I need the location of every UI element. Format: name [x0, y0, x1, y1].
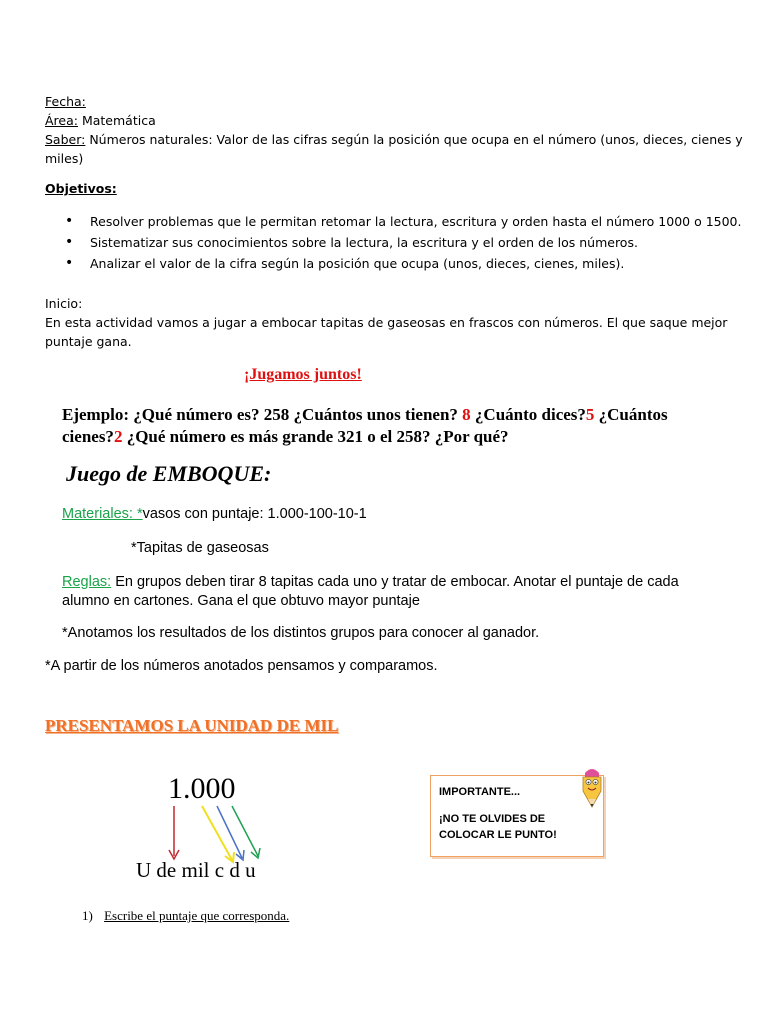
reglas-block	[62, 573, 679, 611]
reglas-line-1	[62, 573, 679, 592]
ejemplo-block	[62, 404, 742, 448]
ejemplo-label: Ejemplo	[62, 405, 124, 424]
inicio-line-1: En esta actividad vamos a jugar a embocar tapitas de gaseosas en frascos con números. El que saque mejor	[45, 315, 728, 330]
header-block	[45, 92, 743, 168]
materiales-value: vasos con puntaje: 1.000-100-10-1	[142, 506, 367, 522]
label-unidades: u	[245, 858, 256, 882]
ejercicio-line	[82, 908, 289, 924]
label-centenas: c	[214, 858, 225, 882]
ejemplo-text: ¿Cuánto dices?	[470, 405, 586, 424]
objetivo-item: • Sistematizar sus conocimientos sobre la lectura, la escritura y el orden de los números.	[45, 232, 741, 253]
presentamos-title: PRESENTAMOS LA UNIDAD DE MIL	[45, 716, 339, 735]
inicio-line-2: puntaje gana.	[45, 334, 132, 349]
fecha-line	[45, 92, 743, 111]
pencil-mascot-icon	[575, 763, 609, 809]
reglas-line-2: alumno en cartones. Gana el que obtuvo mayor puntaje	[62, 593, 420, 609]
reglas-label: Reglas:	[62, 574, 112, 590]
ejemplo-text: cienes?	[62, 427, 114, 446]
materiales-item-2: *Tapitas de gaseosas	[131, 540, 269, 556]
place-value-labels	[136, 858, 256, 883]
area-value: Matemática	[77, 113, 156, 128]
saber-line-2: miles)	[45, 151, 84, 166]
saber-label: Saber:	[45, 132, 86, 147]
inicio-block	[45, 294, 727, 351]
diagram-number: 1.000	[168, 772, 236, 805]
objetivos-title-text: Objetivos:	[45, 181, 117, 196]
juego-title: Juego de EMBOQUE:	[66, 461, 272, 486]
ejercicio-text: Escribe el puntaje que corresponda.	[104, 908, 290, 923]
anotamos-text: *Anotamos los resultados de los distintos grupos para conocer al ganador.	[62, 625, 540, 641]
ejemplo-answer: 2	[113, 427, 123, 446]
ejemplo-answer: 5	[585, 405, 595, 424]
arrow-hundreds	[202, 806, 234, 862]
importante-title: IMPORTANTE...	[439, 786, 521, 798]
saber-value: Números naturales: Valor de las cifras según la posición que ocupa en el número (unos, dieces, cienes y	[85, 132, 743, 147]
saber-line	[45, 130, 743, 149]
importante-line-1: ¡NO TE OLVIDES DE	[439, 813, 546, 825]
objetivo-item: • Resolver problemas que le permitan retomar la lectura, escritura y orden hasta el número 1000 o 1500.	[45, 211, 741, 232]
materiales-label: Materiales: *	[62, 506, 143, 522]
arrow-thousands	[169, 806, 179, 859]
apartir-text: *A partir de los números anotados pensamos y comparamos.	[45, 658, 438, 674]
importante-text	[439, 784, 557, 843]
ejercicio-number: 1)	[82, 908, 93, 923]
ejemplo-text: : ¿Qué número es? 258 ¿Cuántos unos tienen?	[123, 405, 463, 424]
ejemplo-text: ¿Cuántos	[594, 405, 668, 424]
arrow-units	[232, 806, 260, 858]
materiales-line	[62, 506, 367, 522]
objetivos-title	[45, 181, 117, 196]
fecha-label: Fecha:	[45, 94, 86, 109]
ejemplo-line-2	[62, 426, 742, 448]
ejemplo-line-1	[62, 404, 742, 426]
objetivo-item: • Analizar el valor de la cifra según la posición que ocupa (unos, dieces, cienes, miles).	[45, 253, 741, 274]
area-line	[45, 111, 743, 130]
ejemplo-answer: 8	[462, 405, 471, 424]
inicio-label: Inicio:	[45, 296, 83, 311]
label-decenas: d	[229, 858, 240, 882]
arrow-tens	[217, 806, 244, 860]
label-unidad-de-mil: U de mil	[136, 858, 210, 882]
importante-line-2: COLOCAR LE PUNTO!	[439, 829, 557, 841]
place-value-arrows	[150, 800, 280, 866]
reglas-text: En grupos deben tirar 8 tapitas cada uno y tratar de embocar. Anotar el puntaje de cada	[111, 574, 679, 590]
objetivos-list	[45, 211, 741, 274]
jugamos-title: ¡Jugamos juntos!	[244, 366, 362, 383]
ejemplo-text: ¿Qué número es más grande 321 o el 258? ¿Por qué?	[122, 427, 509, 446]
area-label: Área:	[45, 113, 78, 128]
